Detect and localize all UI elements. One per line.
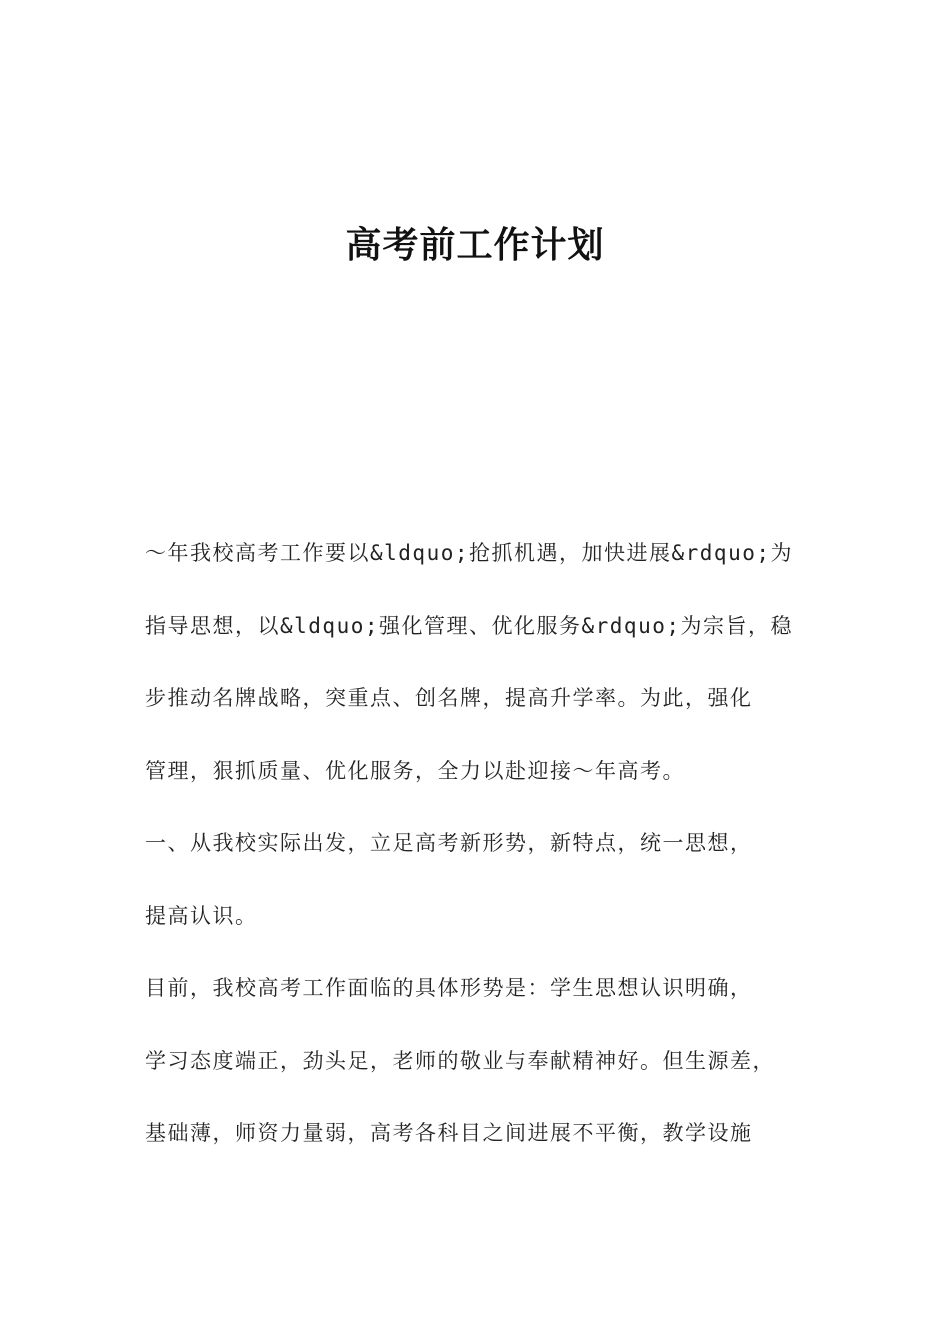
body-line: 基础薄，师资力量弱，高考各科目之间进展不平衡，教学设施: [145, 1121, 753, 1145]
document-body: [145, 529, 825, 1182]
document-title: 高考前工作计划: [345, 225, 605, 266]
body-line: 指导思想，以&ldquo;强化管理、优化服务&rdquo;为宗旨，稳: [145, 613, 794, 638]
body-line: ～年我校高考工作要以&ldquo;抢抓机遇，加快进展&rdquo;为: [145, 541, 794, 565]
body-line: 目前，我校高考工作面临的具体形势是：学生思想认识明确，: [145, 976, 753, 1000]
body-line: 学习态度端正，劲头足，老师的敬业与奉献精神好。但生源差，: [145, 1048, 775, 1073]
section-heading-line: 一、从我校实际出发，立足高考新形势，新特点，统一思想，: [145, 831, 753, 855]
section-heading-line: 提高认识。: [145, 903, 258, 928]
body-line: 管理，狠抓质量、优化服务，全力以赴迎接～年高考。: [145, 758, 685, 783]
body-line: 步推动名牌战略，突重点、创名牌，提高升学率。为此，强化: [145, 686, 753, 710]
